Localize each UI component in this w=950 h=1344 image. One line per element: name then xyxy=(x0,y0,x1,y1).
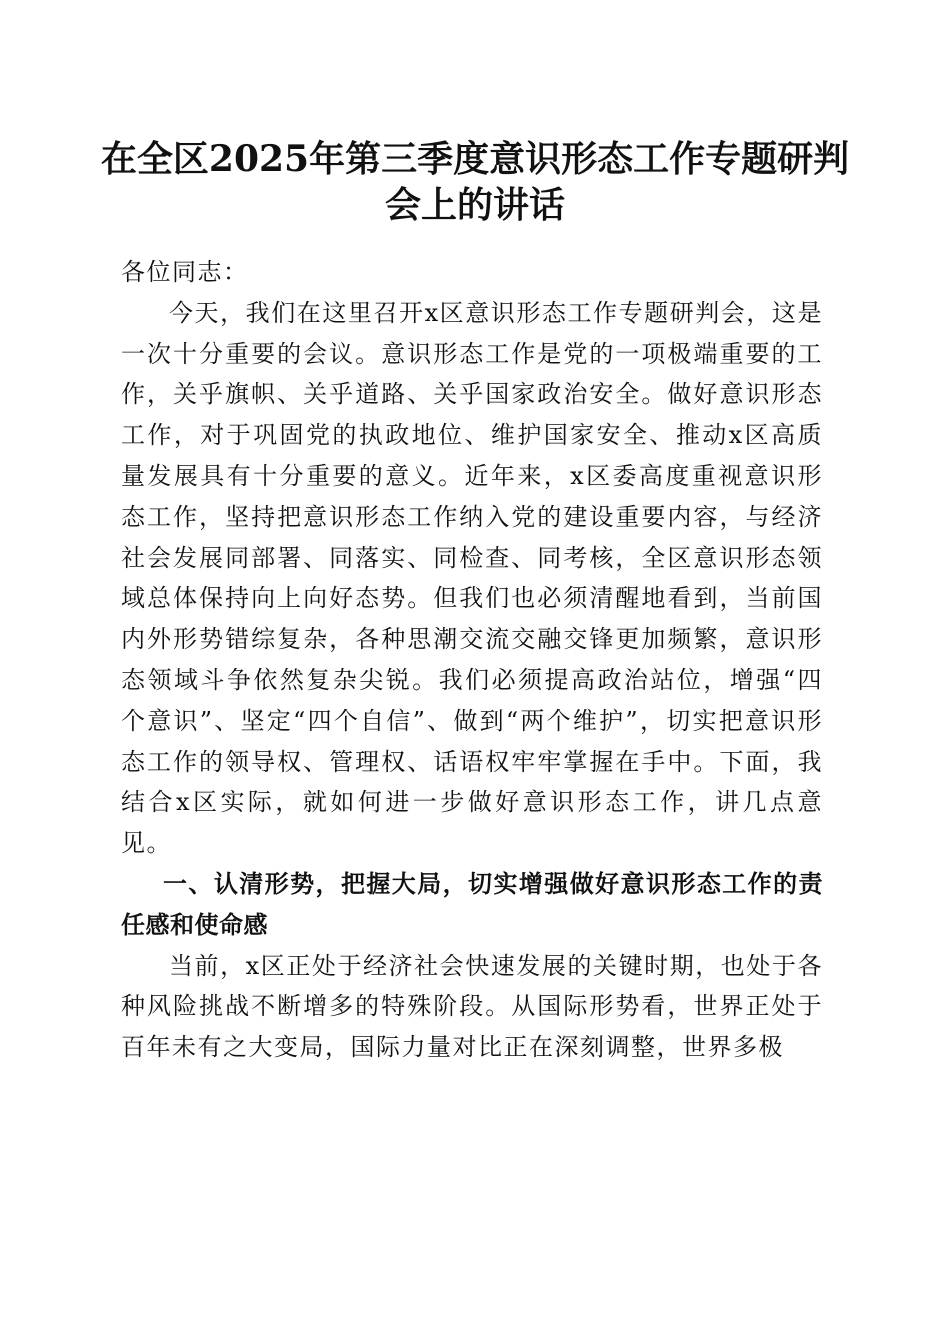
document-body xyxy=(121,252,823,1068)
section-heading: 一、认清形势，把握大局，切实增强做好意识形态工作的责任感和使命感 xyxy=(121,869,823,939)
intro-paragraph: 今天，我们在这里召开x区意识形态工作专题研判会，这是一次十分重要的会议。意识形态工作是党的一项极端重要的工作，关乎旗帜、关乎道路、关乎国家政治安全。做好意识形态工作，对于巩固党的执政地位、维护国家安全、推动x区高质量发展具有十分重要的意义。近年来，x区委高度重视意识形态工作，坚持把意识形态工作纳入党的建设重要内容，与经济社会发展同部署、同落实、同检查、同考核，全区意识形态领域总体保持向上向好态势。但我们也必须清醒地看到，当前国内外形势错综复杂，各种思潮交流交融交锋更加频繁，意识形态领域斗争依然复杂尖锐。我们必须提高政治站位，增强“四个意识”、坚定“四个自信”、做到“两个维护”，切实把意识形态工作的领导权、管理权、话语权牢牢掌握在手中。下面，我结合x区实际，就如何进一步做好意识形态工作，讲几点意见。 xyxy=(121,298,823,858)
section-paragraph: 当前，x区正处于经济社会快速发展的关键时期，也处于各种风险挑战不断增多的特殊阶段。从国际形势看，世界正处于百年未有之大变局，国际力量对比正在深刻调整，世界多极 xyxy=(121,951,823,1062)
document-title: 在全区2025年第三季度意识形态工作专题研判会上的讲话 xyxy=(100,138,850,226)
salutation: 各位同志： xyxy=(121,258,249,286)
